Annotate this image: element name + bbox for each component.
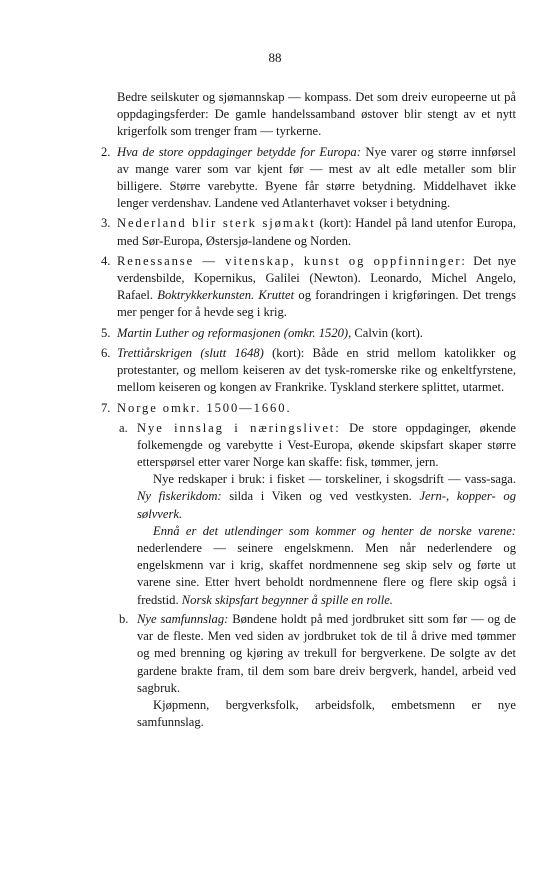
sub-a-title: Nye innslag i næringslivet: — [137, 420, 341, 435]
list-item-7 — [101, 400, 516, 417]
item-4-paragraph — [117, 253, 516, 322]
item-6-paragraph — [117, 345, 516, 397]
list-item-4 — [101, 253, 516, 322]
list-item-2 — [101, 144, 516, 213]
sub-a-paragraph-2 — [137, 471, 516, 523]
item-4-text-end: og forandringen i krigføringen. Det trengs mer penger for å hevde seg i krig. — [117, 288, 516, 320]
intro-paragraph: Bedre seilskuter og sjømannskap — kompass. Det som dreiv europeerne ut på oppdagingsferder: De gamle handelssamband østover blir stengt av et nytt krigerfolk som trenger fram — tyrkerne. — [117, 90, 516, 139]
item-4-text: Det nye verdensbilde, Kopernikus, Galilei (Newton). Leonardo, Michel Angelo, Rafael. — [117, 253, 516, 303]
sub-b-paragraph-1 — [137, 611, 516, 697]
item-3-text: (kort): Handel på land utenfor Europa, med Sør-Europa, Østersjø-landene og Norden. — [117, 216, 516, 248]
sub-a-p2-italic: Ny fiskerikdom: — [137, 489, 222, 504]
page-content — [101, 89, 516, 731]
sub-item-a — [101, 420, 516, 609]
item-6-title: Trettiårskrigen (slutt 1648) — [117, 345, 264, 360]
sub-item-letter: a. — [119, 420, 128, 435]
item-3-paragraph — [117, 215, 516, 249]
sub-b-text: Bøndene holdt på med jordbruket sitt som før — og de var de fleste. Men ved siden av jordbruket tok de til å drive med tømmer og med brenning og kjøring av trekull for bergverkene. De solgte av det gardene brakte fram, til dem som bare dreiv bergverk, handel, arbeid ved sagbruk. — [137, 611, 516, 695]
sub-b-paragraph-2: Kjøpmenn, bergverksfolk, arbeidsfolk, embetsmenn er nye samfunnslag. — [137, 697, 516, 730]
item-7-title: Norge omkr. 1500—1660. — [117, 401, 292, 416]
item-number: 7. — [101, 401, 111, 416]
sub-a-paragraph-3 — [137, 523, 516, 609]
item-3-title: Nederland blir sterk sjømakt — [117, 216, 316, 231]
sub-b-title: Nye samfunnslag: — [137, 611, 229, 626]
item-number: 5. — [101, 325, 111, 340]
item-number: 2. — [101, 144, 111, 159]
item-2-title: Hva de store oppdaginger betydde for Europa: — [117, 144, 361, 159]
sub-item-letter: b. — [119, 611, 129, 626]
list-item-6 — [101, 345, 516, 397]
sub-a-p2-text-2: silda i Viken og ved vestkysten. — [221, 489, 420, 504]
item-6-text: (kort): Både en strid mellom katolikker og protestanter, og mellom keiseren av det tysk-romerske rike og enkeltfyrstene, mellom keiseren og kongen av Frankrike. Tyskland sterkere splittet, utarmet. — [117, 345, 516, 395]
item-number: 3. — [101, 216, 111, 231]
item-5-paragraph — [117, 325, 516, 342]
sub-a-p3-text: nederlendere — seinere engelskmenn. Men når nederlendere og engelskmenn var i krig, skaffet nordmennene seg skip selv og førte ut varene sine. Etter hvert beholdt nordmennene flere og flere skip også i fredstid. — [137, 541, 516, 607]
item-5-text: , Calvin (kort). — [348, 325, 423, 340]
page-number: 88 — [268, 50, 282, 65]
item-2-paragraph — [117, 144, 516, 213]
item-7-paragraph — [117, 400, 516, 417]
sub-a-p3-italic-2: Norsk skipsfart begynner å spille en rolle. — [181, 592, 393, 607]
list-item-5 — [101, 325, 516, 342]
item-5-title: Martin Luther og reformasjonen (omkr. 1520) — [117, 325, 349, 340]
list-item-3 — [101, 215, 516, 249]
item-4-title: Renessanse — vitenskap, kunst og oppfinninger: — [117, 253, 467, 268]
item-number: 4. — [101, 253, 111, 268]
item-4-italic: Boktrykkerkunsten. Kruttet — [157, 288, 295, 303]
sub-a-p3-italic: Ennå er det utlendinger som kommer og henter de norske varene: — [153, 523, 516, 538]
sub-a-paragraph-1 — [137, 420, 516, 472]
sub-item-b — [101, 611, 516, 731]
sub-a-p2-text: Nye redskaper i bruk: i fisket — torskeliner, i skogsdrift — vass-saga. — [153, 472, 516, 487]
sub-a-p2-italic-2: Jern-, kopper- og sølvverk. — [137, 489, 516, 521]
item-number: 6. — [101, 345, 111, 360]
item-2-text: Nye varer og større innførsel av mange varer som var kjent før — mest av alt edle metaller som blir billigere. Større varebytte. Byene får større betydning. Middelhavet ikke lenger verdenshav. Landene ved Atlanterhavet vokser i betydning. — [117, 144, 516, 211]
sub-a-text: De store oppdaginger, økende folkemengde og varebytte i Vest-Europa, økende skipsfart skaper større etterspørsel etter varer Norge kan skaffe: fisk, tømmer, jern. — [137, 420, 516, 470]
